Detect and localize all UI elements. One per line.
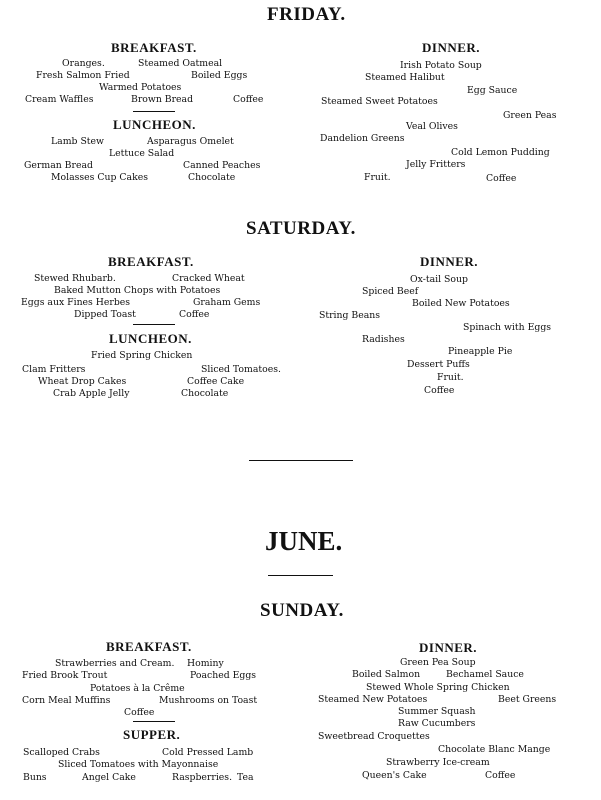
menu-item: Tea (237, 772, 254, 783)
menu-item: Veal Olives (406, 121, 458, 132)
menu-item: Summer Squash (398, 706, 476, 717)
menu-item: Brown Bread (131, 94, 194, 105)
menu-item: Jelly Fritters (406, 159, 466, 170)
menu-item: Raspberries. (172, 772, 233, 783)
saturday-luncheon-heading: LUNCHEON. (109, 331, 192, 346)
day-title-saturday: SATURDAY. (246, 218, 356, 239)
menu-item: German Bread (24, 160, 93, 171)
menu-item: Cold Pressed Lamb (162, 747, 254, 758)
menu-item: Spiced Beef (362, 286, 419, 297)
menu-item: Steamed New Potatoes (318, 694, 428, 705)
menu-item: Coffee (424, 385, 455, 396)
menu-item: Dipped Toast (74, 309, 136, 320)
menu-item: Fruit. (364, 172, 391, 183)
menu-item: Steamed Sweet Potatoes (321, 96, 438, 107)
menu-item: Crab Apple Jelly (53, 388, 130, 399)
menu-item: Coffee (124, 707, 155, 718)
menu-item: Scalloped Crabs (23, 747, 100, 758)
menu-item: Bechamel Sauce (446, 669, 524, 680)
menu-item: Green Peas (503, 110, 557, 121)
menu-item: Fresh Salmon Fried (36, 70, 130, 81)
menu-item: Graham Gems (193, 297, 261, 308)
menu-item: Sliced Tomatoes with Mayonnaise (58, 759, 219, 770)
menu-item: Wheat Drop Cakes (38, 376, 127, 387)
saturday-breakfast-heading: BREAKFAST. (108, 254, 194, 269)
section-divider (133, 111, 175, 112)
menu-item: Chocolate (188, 172, 236, 183)
friday-dinner-heading: DINNER. (422, 40, 481, 55)
menu-item: Mushrooms on Toast (159, 695, 258, 706)
section-divider (133, 721, 175, 722)
menu-item: Boiled New Potatoes (412, 298, 510, 309)
friday-breakfast-heading: BREAKFAST. (111, 40, 197, 55)
sunday-breakfast-heading: BREAKFAST. (106, 639, 192, 654)
menu-item: Green Pea Soup (400, 657, 476, 668)
menu-item: Cold Lemon Pudding (451, 147, 550, 158)
menu-item: Raw Cucumbers (398, 718, 476, 729)
menu-item: Dessert Puffs (407, 359, 470, 370)
menu-item: Sweetbread Croquettes (318, 731, 430, 742)
menu-item: Angel Cake (82, 772, 136, 783)
menu-item: Irish Potato Soup (400, 60, 482, 71)
menu-item: Clam Fritters (22, 364, 86, 375)
menu-item: Spinach with Eggs (463, 322, 552, 333)
menu-item: Stewed Rhubarb. (34, 273, 116, 284)
menu-item: Corn Meal Muffins (22, 695, 111, 706)
menu-item: Coffee Cake (187, 376, 245, 387)
menu-item: Baked Mutton Chops with Potatoes (54, 285, 221, 296)
menu-item: Potatoes à la Crême (90, 683, 185, 694)
menu-item: Poached Eggs (190, 670, 257, 681)
month-divider (268, 575, 333, 576)
menu-item: Coffee (486, 173, 517, 184)
menu-item: Buns (23, 772, 47, 783)
menu-item: Canned Peaches (183, 160, 261, 171)
menu-item: Oranges. (62, 58, 105, 69)
menu-item: Strawberries and Cream. (55, 658, 175, 669)
menu-item: Hominy (187, 658, 224, 669)
section-divider (133, 324, 175, 325)
menu-item: Fried Brook Trout (22, 670, 108, 681)
menu-item: Boiled Eggs (191, 70, 248, 81)
day-title-sunday: SUNDAY. (260, 600, 344, 621)
menu-item: Egg Sauce (467, 85, 518, 96)
menu-item: Chocolate (181, 388, 229, 399)
friday-luncheon-heading: LUNCHEON. (113, 117, 196, 132)
menu-item: Fried Spring Chicken (91, 350, 193, 361)
menu-item: Eggs aux Fines Herbes (21, 297, 131, 308)
menu-item: Queen's Cake (362, 770, 427, 781)
menu-item: Warmed Potatoes (99, 82, 182, 93)
menu-item: Lamb Stew (51, 136, 105, 147)
sunday-supper-heading: SUPPER. (123, 727, 181, 742)
menu-item: Dandelion Greens (320, 133, 405, 144)
menu-item: Sliced Tomatoes. (201, 364, 281, 375)
page-divider (249, 460, 353, 461)
menu-item: Strawberry Ice-cream (386, 757, 490, 768)
menu-item: Molasses Cup Cakes (51, 172, 148, 183)
menu-item: Chocolate Blanc Mange (438, 744, 551, 755)
menu-item: Cracked Wheat (172, 273, 245, 284)
menu-item: Stewed Whole Spring Chicken (366, 682, 510, 693)
menu-item: Fruit. (437, 372, 464, 383)
menu-item: Coffee (179, 309, 210, 320)
menu-item: Coffee (233, 94, 264, 105)
menu-item: Ox-tail Soup (410, 274, 468, 285)
month-title: JUNE. (265, 526, 343, 556)
sunday-dinner-heading: DINNER. (419, 640, 478, 655)
menu-item: Radishes (362, 334, 405, 345)
menu-item: Steamed Oatmeal (138, 58, 223, 69)
menu-item: Asparagus Omelet (147, 136, 234, 147)
menu-item: Pineapple Pie (448, 346, 513, 357)
menu-item: Steamed Halibut (365, 72, 445, 83)
menu-item: String Beans (319, 310, 381, 321)
menu-item: Beet Greens (498, 694, 557, 705)
saturday-dinner-heading: DINNER. (420, 254, 479, 269)
menu-item: Coffee (485, 770, 516, 781)
menu-item: Cream Waffles (25, 94, 94, 105)
day-title-friday: FRIDAY. (267, 4, 346, 25)
menu-item: Boiled Salmon (352, 669, 421, 680)
menu-item: Lettuce Salad (109, 148, 175, 159)
